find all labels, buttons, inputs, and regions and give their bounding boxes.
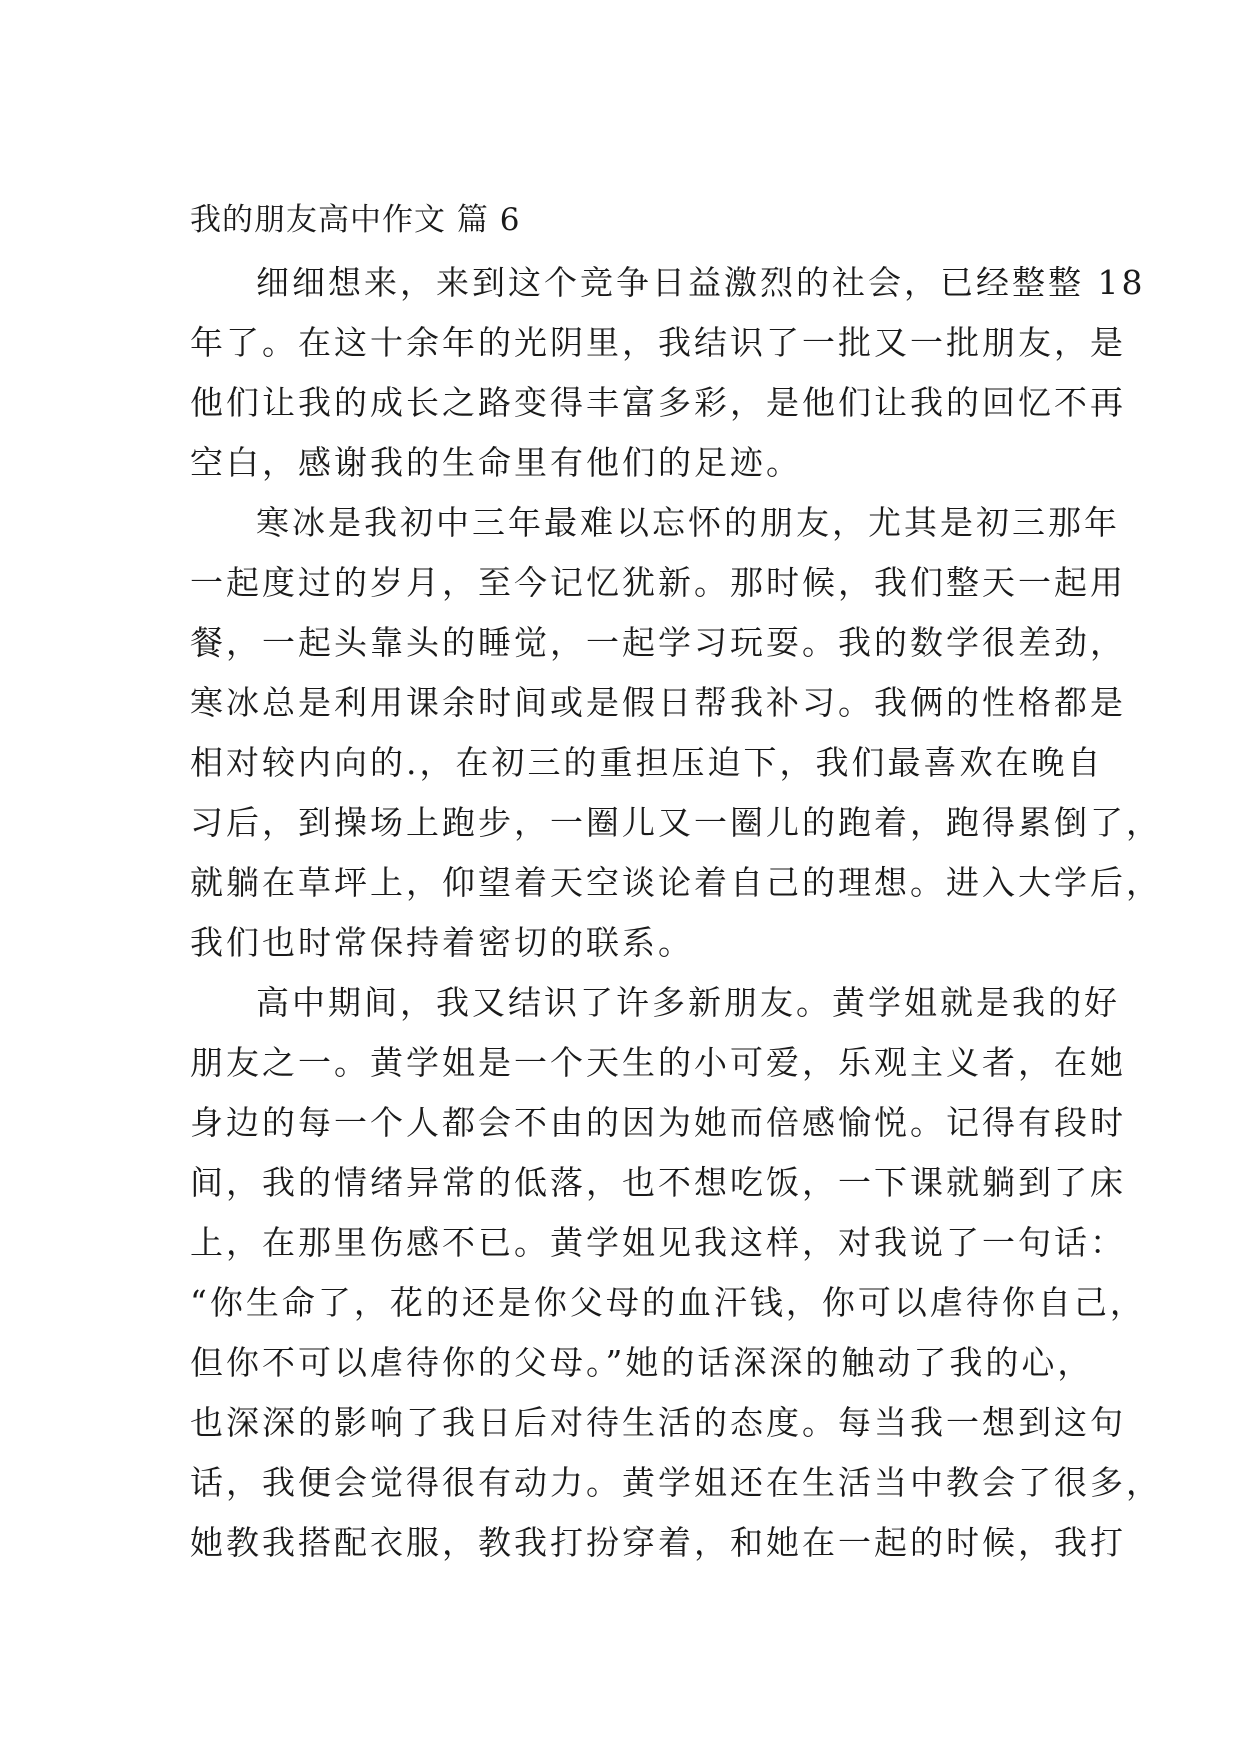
text-line: 上，在那里伤感不已。黄学姐见我这样，对我说了一句话： [190, 1223, 1126, 1262]
text-line: 就躺在草坪上，仰望着天空谈论着自己的理想。进入大学后， [190, 863, 1162, 902]
text-line: 年了。在这十余年的光阴里，我结识了一批又一批朋友，是 [190, 323, 1126, 362]
document-title: 我的朋友高中作文 篇 6 [190, 202, 521, 238]
text-line: 朋友之一。黄学姐是一个天生的小可爱，乐观主义者，在她 [190, 1043, 1126, 1082]
document-body [190, 191, 1162, 1573]
text-line: 细细想来，来到这个竞争日益激烈的社会，已经整整 18 [256, 263, 1146, 302]
text-line: 但你不可以虐待你的父母。”她的话深深的触动了我的心， [190, 1343, 1094, 1382]
text-line: 空白，感谢我的生命里有他们的足迹。 [190, 443, 802, 482]
text-line: 寒冰总是利用课余时间或是假日帮我补习。我俩的性格都是 [190, 683, 1126, 722]
paragraph-2 [190, 493, 1162, 973]
text-line: 也深深的影响了我日后对待生活的态度。每当我一想到这句 [190, 1403, 1126, 1442]
text-line: “你生命了，花的还是你父母的血汗钱，你可以虐待你自己， [190, 1283, 1146, 1322]
text-line: 高中期间，我又结识了许多新朋友。黄学姐就是我的好 [256, 983, 1120, 1022]
text-line: 餐，一起头靠头的睡觉，一起学习玩耍。我的数学很差劲， [190, 623, 1126, 662]
text-line: 身边的每一个人都会不由的因为她而倍感愉悦。记得有段时 [190, 1103, 1126, 1142]
text-line: 他们让我的成长之路变得丰富多彩，是他们让我的回忆不再 [190, 383, 1126, 422]
text-line: 寒冰是我初中三年最难以忘怀的朋友，尤其是初三那年 [256, 503, 1120, 542]
text-line: 习后，到操场上跑步，一圈儿又一圈儿的跑着，跑得累倒了， [190, 803, 1162, 842]
text-line: 话，我便会觉得很有动力。黄学姐还在生活当中教会了很多， [190, 1463, 1162, 1502]
text-line: 她教我搭配衣服，教我打扮穿着，和她在一起的时候，我打 [190, 1523, 1126, 1562]
text-line: 相对较内向的.，在初三的重担压迫下，我们最喜欢在晚自 [190, 743, 1104, 782]
text-line: 间，我的情绪异常的低落，也不想吃饭，一下课就躺到了床 [190, 1163, 1126, 1202]
text-line: 我们也时常保持着密切的联系。 [190, 923, 694, 962]
paragraph-1 [190, 253, 1146, 493]
paragraph-3 [190, 973, 1162, 1573]
text-line: 一起度过的岁月，至今记忆犹新。那时候，我们整天一起用 [190, 563, 1126, 602]
